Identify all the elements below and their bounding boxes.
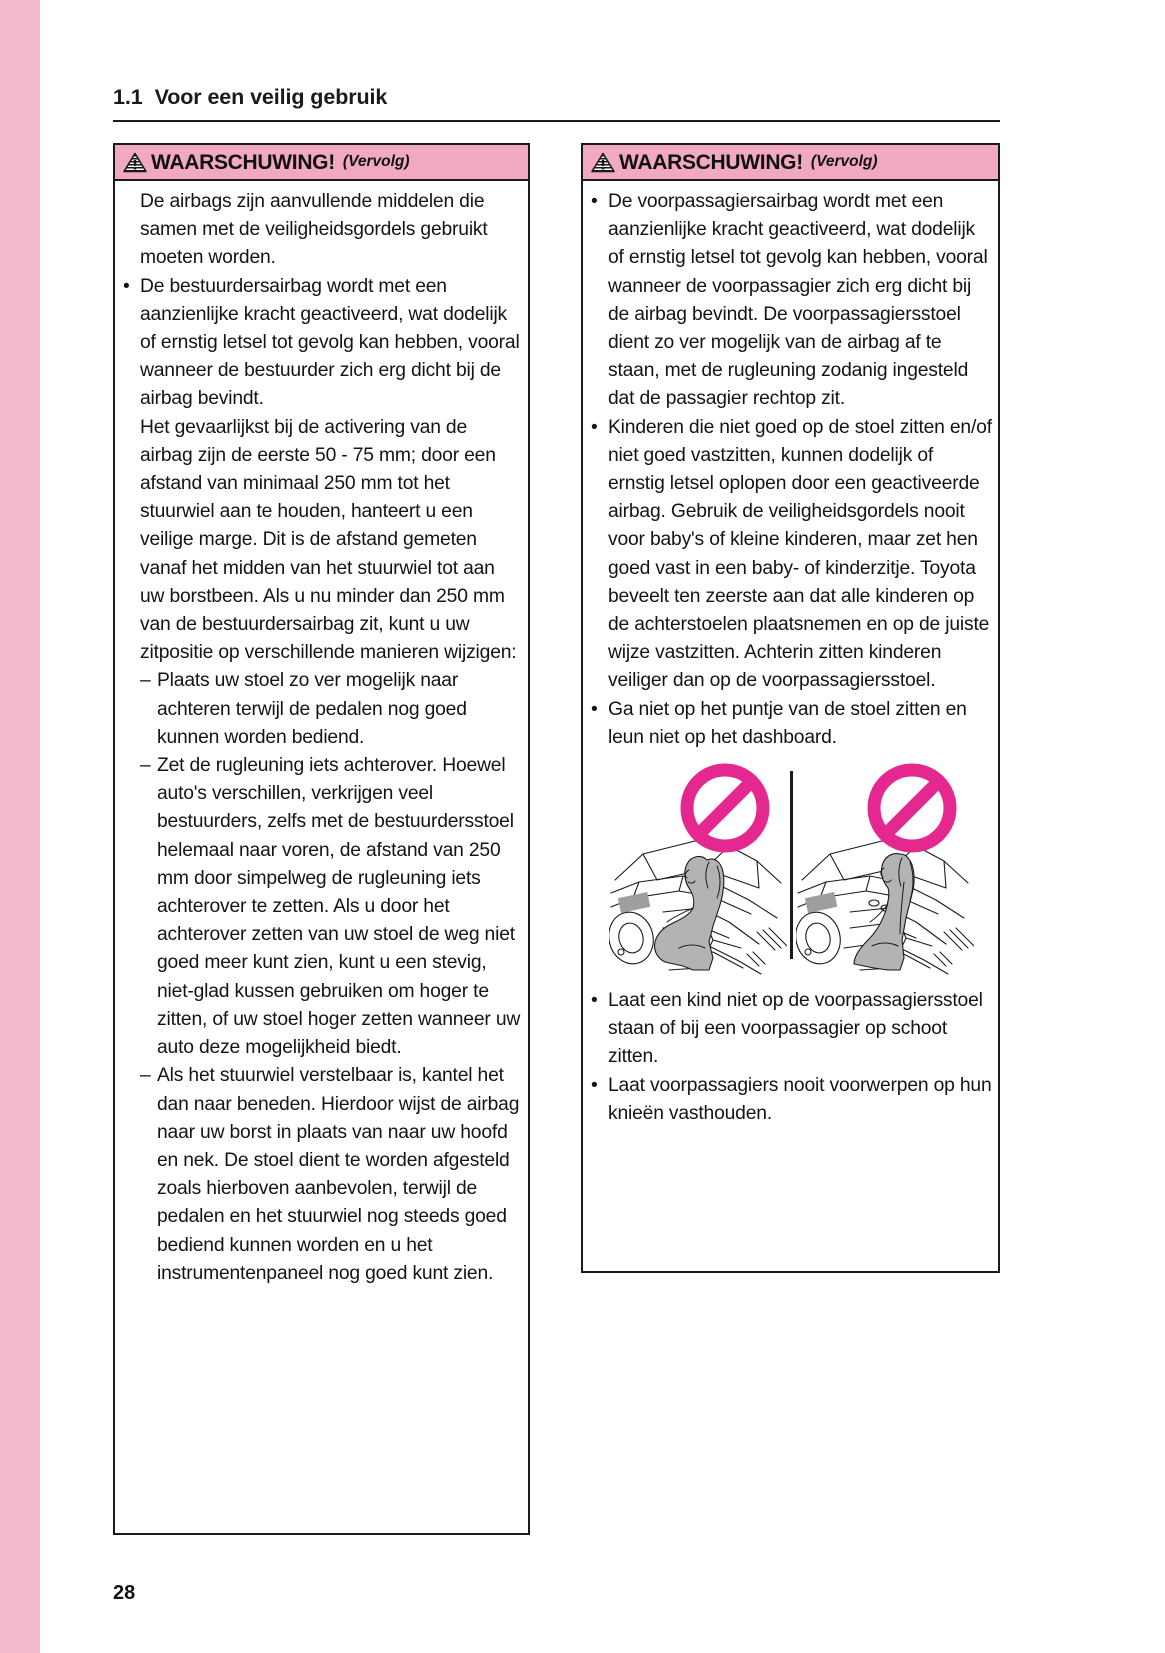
warning-header-right bbox=[583, 145, 998, 181]
page-content bbox=[113, 0, 1013, 1653]
warning-paragraph bbox=[591, 1072, 992, 1128]
warning-subitem bbox=[123, 667, 522, 752]
page-spine-bar bbox=[0, 0, 40, 1653]
warning-title: WAARSCHUWING! bbox=[151, 150, 335, 174]
list-marker: – bbox=[140, 755, 151, 777]
paragraph-text: Laat voorpassagiers nooit voorwerpen op hun knieën vasthouden. bbox=[608, 1074, 992, 1124]
header-divider-rule bbox=[113, 120, 1000, 122]
section-title: Voor een veilig gebruik bbox=[154, 85, 388, 109]
page-number: 28 bbox=[113, 1582, 136, 1604]
warning-subitem bbox=[123, 752, 522, 1062]
prohibited-seating-positions-illustration bbox=[591, 762, 992, 977]
passenger-on-seat-edge-panel bbox=[796, 762, 974, 977]
list-marker: • bbox=[591, 416, 598, 438]
paragraph-text: Laat een kind niet op de voorpassagiersstoel staan of bij een voorpassagier op schoot zitten. bbox=[608, 990, 983, 1068]
warning-paragraph bbox=[123, 188, 522, 273]
paragraph-text: De voorpassagiersairbag wordt met een aanzienlijke kracht geactiveerd, wat dodelijk of ernstig letsel tot gevolg kan hebben, vooral wanneer de voorpassagier zich erg dicht bij de airbag bevindt. De voorpassagiersstoel dient zo ver mogelijk van de airbag af te staan, met de rugleuning zodanig ingesteld dat de passagier rechtop zit. bbox=[608, 191, 988, 410]
paragraph-text: Zet de rugleuning iets achterover. Hoewel auto's verschillen, verkrijgen veel bestuurders, zelfs met de bestuurdersstoel helemaal naar voren, de afstand van 250 mm door simpelweg de rugleuning iets achterover te zetten. Als u door het achterover zetten van uw stoel de weg niet goed meer kunt zien, kunt u een stevig, niet-glad kussen gebruiken om hoger te zitten, of uw stoel hoger zetten wanneer uw auto deze mogelijkheid biedt. bbox=[157, 755, 521, 1059]
warning-triangle-icon bbox=[123, 152, 147, 173]
paragraph-text: De airbags zijn aanvullende middelen die samen met de veiligheidsgordels gebruikt moeten worden. bbox=[140, 191, 488, 269]
warning-paragraph bbox=[591, 696, 992, 752]
list-marker: • bbox=[591, 698, 598, 720]
no-entry-slash-icon bbox=[874, 770, 950, 846]
page-header bbox=[113, 85, 1000, 110]
warning-body-right bbox=[583, 181, 998, 1132]
warning-continued-label: (Vervolg) bbox=[342, 153, 410, 171]
paragraph-text: Kinderen die niet goed op de stoel zitten en/of niet goed vastzitten, kunnen dodelijk of ernstig letsel oplopen door een geactiveerde airbag. Gebruik de veiligheidsgordels nooit voor baby's of kleine kinderen, maar zet hen goed vast in een baby- of kinderzitje. Toyota beveelt ten zeerste aan dat alle kinderen op de achterstoelen plaatsnemen en op de juiste wijze vastzitten. Achterin zitten kinderen veiliger dan op de voorpassagiersstoel. bbox=[608, 416, 992, 692]
warning-paragraph bbox=[123, 273, 522, 414]
warning-triangle-icon bbox=[591, 152, 615, 173]
no-entry-slash-icon bbox=[687, 770, 763, 846]
list-marker: – bbox=[140, 1065, 151, 1087]
page-title bbox=[113, 85, 1000, 110]
illustration-divider bbox=[790, 771, 793, 959]
section-number: 1.1 bbox=[113, 85, 143, 109]
warning-title: WAARSCHUWING! bbox=[619, 150, 803, 174]
warning-subitem bbox=[123, 1062, 522, 1288]
car-interior-drawing bbox=[796, 762, 974, 977]
warning-paragraph bbox=[591, 987, 992, 1072]
list-marker: • bbox=[591, 990, 598, 1012]
warning-paragraph bbox=[123, 414, 522, 668]
warning-paragraph bbox=[591, 414, 992, 696]
list-marker: • bbox=[591, 191, 598, 212]
list-marker: • bbox=[591, 1074, 598, 1096]
paragraph-text: Plaats uw stoel zo ver mogelijk naar achteren terwijl de pedalen nog goed kunnen worden bediend. bbox=[157, 670, 467, 748]
warning-box-right bbox=[581, 143, 1000, 1273]
paragraph-text: De bestuurdersairbag wordt met een aanzienlijke kracht geactiveerd, wat dodelijk of ernstig letsel tot gevolg kan hebben, vooral wanneer de bestuurder zich erg dicht bij de airbag bevindt. bbox=[140, 275, 520, 410]
warning-box-left bbox=[113, 143, 530, 1535]
car-interior-drawing bbox=[609, 762, 787, 977]
paragraph-text: Als het stuurwiel verstelbaar is, kantel het dan naar beneden. Hierdoor wijst de airbag naar uw borst in plaats van naar uw hoofd en nek. De stoel dient te worden afgesteld zoals hierboven aanbevolen, terwijl de pedalen en het stuurwiel nog steeds goed bediend kunnen worden en u het instrumentenpaneel nog goed kunt zien. bbox=[157, 1065, 520, 1284]
warning-paragraph bbox=[591, 188, 992, 414]
illustration-pair bbox=[609, 762, 974, 977]
paragraph-text: Ga niet op het puntje van de stoel zitten en leun niet op het dashboard. bbox=[608, 698, 967, 748]
list-marker: • bbox=[123, 275, 130, 297]
list-marker: – bbox=[140, 670, 151, 692]
passenger-leaning-on-dashboard-panel bbox=[609, 762, 787, 977]
warning-continued-label: (Vervolg) bbox=[810, 153, 878, 171]
paragraph-text: Het gevaarlijkst bij de activering van de airbag zijn de eerste 50 - 75 mm; door een afstand van minimaal 250 mm tot het stuurwiel aan te houden, hanteert u een veilige marge. Dit is de afstand gemeten vanaf het midden van het stuurwiel tot aan uw borstbeen. Als u nu minder dan 250 mm van de bestuurdersairbag zit, kunt u uw zitpositie op verschillende manieren wijzigen: bbox=[140, 416, 517, 664]
warning-body-left bbox=[115, 181, 528, 1292]
warning-header-left bbox=[115, 145, 528, 181]
